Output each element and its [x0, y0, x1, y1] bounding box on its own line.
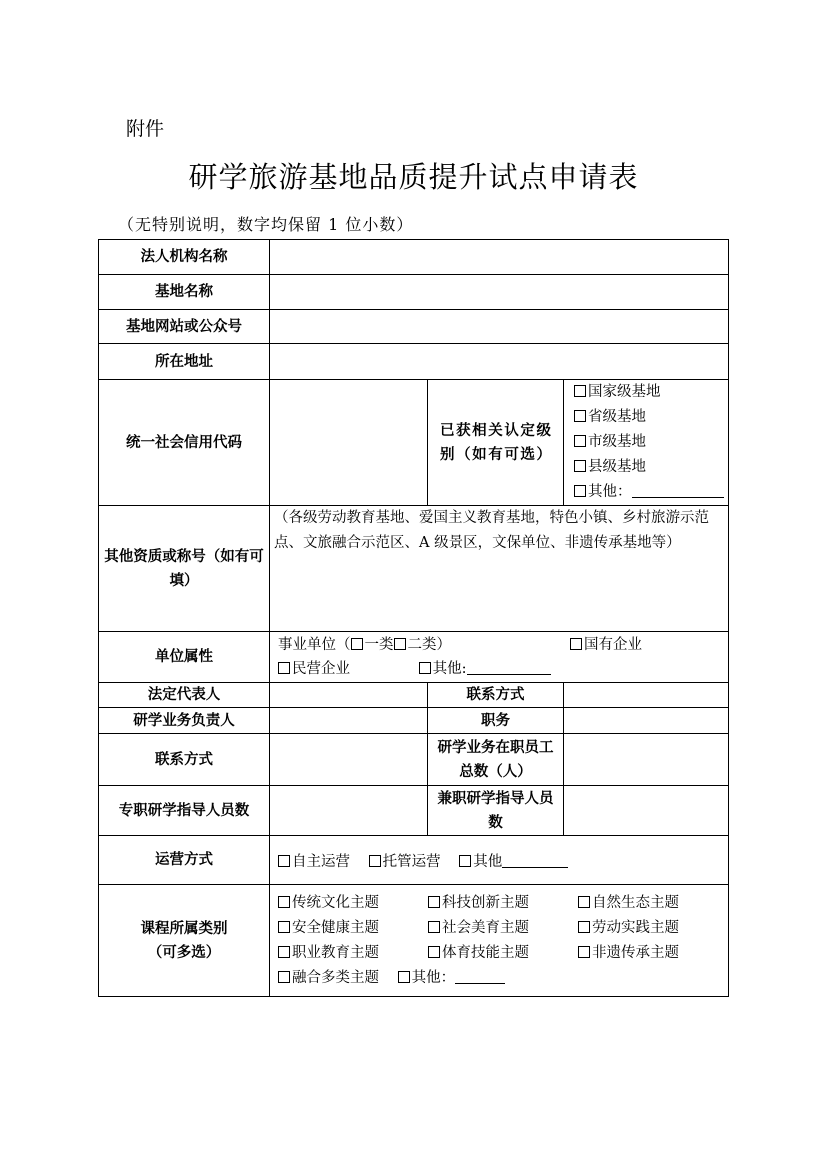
checkbox-icon[interactable]: [278, 921, 290, 933]
operation-other-blank[interactable]: [502, 853, 568, 868]
legal-entity-name-field[interactable]: [270, 240, 729, 275]
level-option-other[interactable]: 其他：: [574, 480, 724, 505]
public-institution-text: 事业单位（: [278, 637, 351, 653]
course-label: [99, 885, 270, 997]
checkbox-icon[interactable]: [570, 638, 582, 650]
qualifications-hint: （各级劳动教育基地、爱国主义教育基地，特色小镇、乡村旅游示范点、文旅融合示范区、A 级景区，文保单位、非遗传承基地等）: [274, 510, 709, 551]
checkbox-icon[interactable]: [574, 410, 586, 422]
website-label: 基地网站或公众号: [99, 310, 270, 344]
position-field[interactable]: [564, 708, 729, 734]
legal-rep-field[interactable]: [270, 683, 428, 708]
level-option-city[interactable]: 市级基地: [574, 430, 724, 455]
attachment-label: 附件: [126, 118, 165, 140]
checkbox-icon[interactable]: [578, 896, 590, 908]
base-name-label: 基地名称: [99, 275, 270, 310]
course-option-mixed[interactable]: 融合多类主题: [278, 970, 379, 986]
level-option-national[interactable]: 国家级基地: [574, 380, 724, 405]
parttime-instructors-field[interactable]: [564, 786, 729, 836]
contact-field[interactable]: [270, 734, 428, 786]
course-option-sports[interactable]: 体育技能主题: [428, 941, 578, 966]
checkbox-icon[interactable]: [428, 896, 440, 908]
level-other-blank[interactable]: [632, 483, 724, 498]
unit-other-blank[interactable]: [467, 660, 551, 675]
operation-other[interactable]: 其他: [459, 854, 568, 870]
level-label-cell: [428, 380, 564, 506]
operation-trust[interactable]: 托管运营: [369, 854, 441, 870]
course-label-line1: 课程所属类别: [140, 920, 228, 937]
unit-other-option[interactable]: 其他:: [419, 661, 551, 677]
checkbox-icon[interactable]: [398, 971, 410, 983]
course-label-line2: （可多选）: [147, 944, 221, 961]
course-other-blank[interactable]: [455, 969, 505, 984]
private-option[interactable]: 民营企业: [278, 661, 350, 677]
checkbox-icon[interactable]: [278, 946, 290, 958]
course-option-tech[interactable]: 科技创新主题: [428, 891, 578, 916]
checkbox-icon[interactable]: [394, 638, 406, 650]
course-option-nature[interactable]: 自然生态主题: [578, 891, 718, 916]
class1-option[interactable]: 一类: [364, 637, 394, 653]
course-option-safety[interactable]: 安全健康主题: [278, 916, 428, 941]
checkbox-icon[interactable]: [278, 896, 290, 908]
page-title: 研学旅游基地品质提升试点申请表: [188, 160, 639, 194]
staff-total-label: 研学业务在职员工总数（人）: [428, 734, 564, 786]
level-option-provincial[interactable]: 省级基地: [574, 405, 724, 430]
study-lead-field[interactable]: [270, 708, 428, 734]
checkbox-icon[interactable]: [578, 946, 590, 958]
unit-attr-label: 单位属性: [99, 632, 270, 683]
checkbox-icon[interactable]: [574, 385, 586, 397]
parttime-instructors-label: 兼职研学指导人员数: [428, 786, 564, 836]
checkbox-icon[interactable]: [369, 855, 381, 867]
checkbox-icon[interactable]: [351, 638, 363, 650]
checkbox-icon[interactable]: [578, 921, 590, 933]
contact-label: 联系方式: [99, 734, 270, 786]
unit-attr-options: [270, 632, 729, 683]
course-option-labor[interactable]: 劳动实践主题: [578, 916, 718, 941]
course-option-aesthetic[interactable]: 社会美育主题: [428, 916, 578, 941]
level-option-county[interactable]: 县级基地: [574, 455, 724, 480]
base-name-field[interactable]: [270, 275, 729, 310]
checkbox-icon[interactable]: [574, 460, 586, 472]
staff-total-field[interactable]: [564, 734, 729, 786]
position-label: 职务: [428, 708, 564, 734]
legal-entity-name-label: 法人机构名称: [99, 240, 270, 275]
study-lead-label: 研学业务负责人: [99, 708, 270, 734]
checkbox-icon[interactable]: [574, 485, 586, 497]
checkbox-icon[interactable]: [278, 971, 290, 983]
operation-options: [270, 836, 729, 885]
legal-rep-contact-label: 联系方式: [428, 683, 564, 708]
course-option-other[interactable]: 其他：: [398, 970, 506, 986]
fulltime-instructors-field[interactable]: [270, 786, 428, 836]
class2-option[interactable]: 二类）: [407, 637, 451, 653]
level-label: 已获相关认定级别（如有可选）: [440, 422, 551, 463]
state-owned-option[interactable]: 国有企业: [570, 633, 642, 657]
course-option-traditional[interactable]: 传统文化主题: [278, 891, 428, 916]
address-field[interactable]: [270, 344, 729, 380]
credit-code-label: 统一社会信用代码: [99, 380, 270, 506]
application-form: [98, 239, 729, 997]
operation-self[interactable]: 自主运营: [278, 854, 350, 870]
address-label: 所在地址: [99, 344, 270, 380]
legal-rep-label: 法定代表人: [99, 683, 270, 708]
checkbox-icon[interactable]: [419, 662, 431, 674]
course-option-heritage[interactable]: 非遗传承主题: [578, 941, 718, 966]
legal-rep-contact-field[interactable]: [564, 683, 729, 708]
website-field[interactable]: [270, 310, 729, 344]
checkbox-icon[interactable]: [459, 855, 471, 867]
checkbox-icon[interactable]: [278, 855, 290, 867]
operation-label: 运营方式: [99, 836, 270, 885]
checkbox-icon[interactable]: [278, 662, 290, 674]
checkbox-icon[interactable]: [428, 921, 440, 933]
checkbox-icon[interactable]: [574, 435, 586, 447]
level-options: [564, 380, 729, 506]
qualifications-label: 其他资质或称号（如有可填）: [99, 506, 270, 632]
checkbox-icon[interactable]: [428, 946, 440, 958]
fulltime-instructors-label: 专职研学指导人员数: [99, 786, 270, 836]
credit-code-field[interactable]: [270, 380, 428, 506]
course-option-vocational[interactable]: 职业教育主题: [278, 941, 428, 966]
qualifications-field[interactable]: [270, 506, 729, 632]
course-options: [270, 885, 729, 997]
decimal-note: （无特别说明，数字均保留 1 位小数）: [118, 215, 414, 234]
